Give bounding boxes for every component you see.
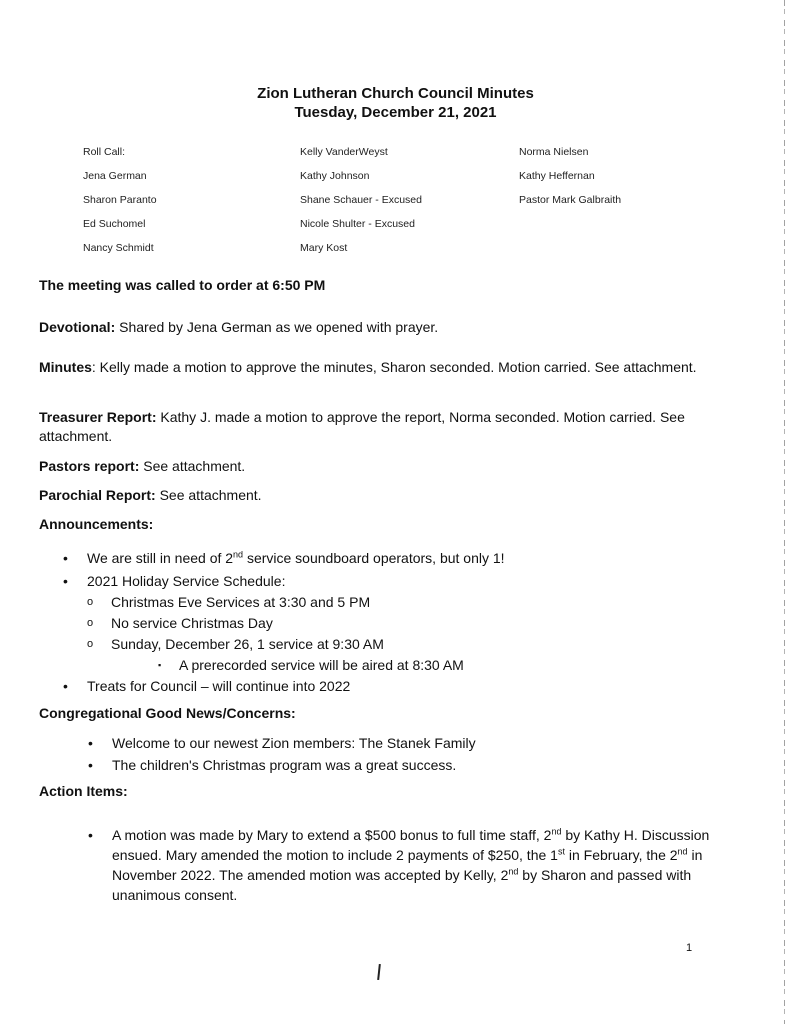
scan-mark [377,964,381,980]
minutes-paragraph [39,358,759,377]
minutes-label: Minutes [39,359,92,375]
list-subitem: o Christmas Eve Services at 3:30 and 5 PM [87,594,371,610]
devotional-text: Shared by Jena German as we opened with prayer. [119,319,439,335]
bullet-disc-icon: • [88,757,93,773]
bullet-circle-icon: o [87,638,94,650]
treasurer-label: Treasurer Report: [39,409,157,425]
good-news-heading: Congregational Good News/Concerns: [39,705,296,721]
list-item: • Treats for Council – will continue into 2022 [63,678,351,694]
scan-edge-marks [784,0,785,1024]
bullet-disc-icon: • [63,550,68,566]
bullet-disc-icon: • [88,827,93,843]
bullet-circle-icon: o [87,596,94,608]
list-subitem: o No service Christmas Day [87,615,273,631]
attendee-name: Shane Schauer - Excused [300,194,422,206]
attendee-name: Kathy Heffernan [519,170,595,182]
devotional-paragraph [39,318,759,337]
treasurer-paragraph [39,408,759,446]
attendee-name: Kelly VanderWeyst [300,146,388,158]
parochial-label: Parochial Report: [39,487,156,503]
bullet-disc-icon: • [63,678,68,694]
attendee-name: Kathy Johnson [300,170,370,182]
pastors-text: See attachment. [143,458,246,474]
pastors-paragraph [39,457,759,476]
pastors-label: Pastors report: [39,458,140,474]
treasurer-text: Kathy J. made a motion to approve the report, Norma seconded. Motion carried. See attachment. [39,409,685,444]
roll-call-label: Roll Call: [83,146,126,158]
attendee-name: Nancy Schmidt [83,242,154,254]
list-item: • The children's Christmas program was a great success. [88,757,457,773]
parochial-paragraph [39,486,759,505]
roll-call-column-3 [519,142,621,214]
list-item: • 2021 Holiday Service Schedule: [63,573,286,589]
announcements-heading: Announcements: [39,516,154,532]
attendee-name: Nicole Shulter - Excused [300,218,415,230]
document-title-block [0,84,791,122]
page-number: 1 [686,942,693,954]
list-subsubitem: ▪ A prerecorded service will be aired at 8:30 AM [158,657,464,673]
parochial-text: See attachment. [159,487,262,503]
roll-call-column-1 [83,142,157,262]
minutes-text: : Kelly made a motion to approve the minutes, Sharon seconded. Motion carried. See attachment. [91,359,697,375]
list-item: • Welcome to our newest Zion members: The Stanek Family [88,735,476,751]
attendee-name: Jena German [83,170,147,182]
attendee-name: Norma Nielsen [519,146,589,158]
bullet-disc-icon: • [63,573,68,589]
attendee-name: Ed Suchomel [83,218,146,230]
bullet-square-icon: ▪ [158,660,162,670]
devotional-label: Devotional: [39,319,116,335]
bullet-circle-icon: o [87,617,94,629]
meeting-date: Tuesday, December 21, 2021 [294,104,497,121]
action-items-heading: Action Items: [39,783,128,799]
list-subitem: o Sunday, December 26, 1 service at 9:30 AM [87,636,384,652]
good-news-list [88,734,752,778]
list-item: • We are still in need of 2nd service soundboard operators, but only 1! [63,549,505,566]
attendee-name: Sharon Paranto [83,194,157,206]
list-item: • A motion was made by Mary to extend a $500 bonus to full time staff, 2nd by Kathy H. Discussion ensued. Mary amended the motion to include 2 payments of $250, the 1st in February, the 2nd in November 2022. The amended motion was accepted by Kelly, 2nd by Sharon and passed with unanimous consent. [88,826,710,903]
announcements-list [63,549,791,698]
bullet-disc-icon: • [88,735,93,751]
document-title: Zion Lutheran Church Council Minutes [257,85,534,102]
roll-call-column-2 [300,142,422,262]
action-items-list [88,825,732,905]
attendee-name: Pastor Mark Galbraith [519,194,622,206]
attendee-name: Mary Kost [300,242,348,254]
called-to-order: The meeting was called to order at 6:50 PM [39,277,326,293]
